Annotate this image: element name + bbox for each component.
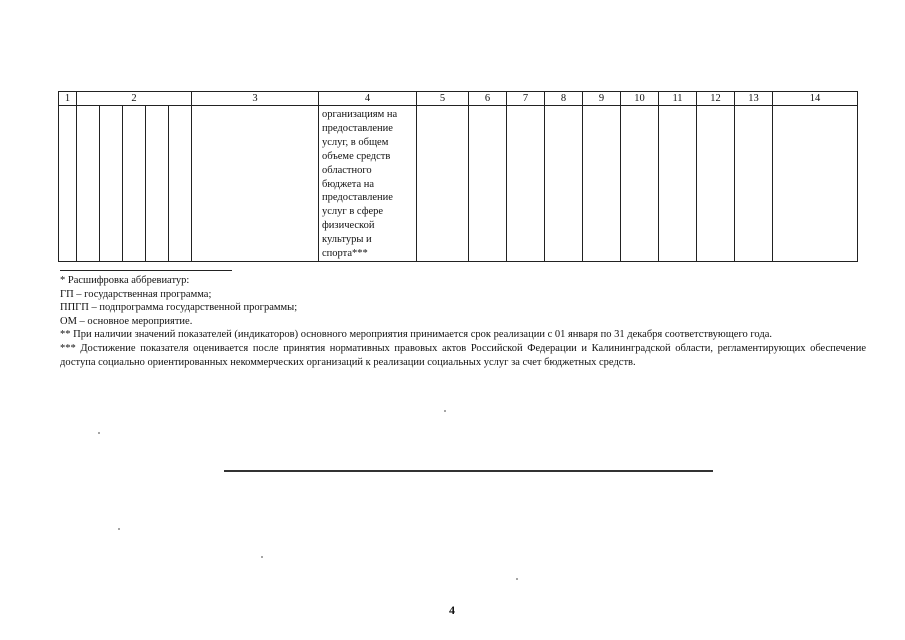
- description-line: физической: [322, 220, 375, 232]
- table-row: [59, 106, 858, 262]
- description-line: объеме средств: [322, 150, 391, 162]
- abbreviation-gp: ГП – государственная программа;: [60, 288, 212, 300]
- description-line: услуг, в общем: [322, 136, 389, 148]
- header-cell-13: 13: [735, 92, 773, 106]
- scan-speck: [118, 528, 120, 530]
- body-cell-2d: [146, 106, 169, 262]
- closing-divider-line: [224, 470, 713, 472]
- description-line: организациям на: [322, 109, 398, 120]
- body-cell-13: [735, 106, 773, 262]
- header-cell-12: 12: [697, 92, 735, 106]
- header-cell-9: 9: [583, 92, 621, 106]
- description-line: областного: [322, 164, 372, 176]
- header-cell-1: 1: [59, 92, 77, 106]
- header-cell-10: 10: [621, 92, 659, 106]
- header-cell-2: 2: [77, 92, 192, 106]
- header-cell-6: 6: [469, 92, 507, 106]
- body-cell-3: [192, 106, 319, 262]
- scan-speck: [98, 432, 100, 434]
- page-number: 4: [449, 603, 455, 617]
- description-line: спорта***: [322, 248, 368, 260]
- body-cell-2c: [123, 106, 146, 262]
- header-cell-8: 8: [545, 92, 583, 106]
- body-cell-6: [469, 106, 507, 262]
- description-line: культуры и: [322, 234, 372, 246]
- abbreviation-om: ОМ – основное мероприятие.: [60, 315, 193, 327]
- scan-speck: [516, 578, 518, 580]
- header-cell-3: 3: [192, 92, 319, 106]
- indicator-table: [58, 91, 858, 262]
- body-cell-9: [583, 106, 621, 262]
- description-line: услуг в сфере: [322, 206, 384, 218]
- body-cell-7: [507, 106, 545, 262]
- scan-speck: [261, 556, 263, 558]
- body-cell-2e: [169, 106, 192, 262]
- header-cell-11: 11: [659, 92, 697, 106]
- description-line: бюджета на: [322, 178, 375, 190]
- header-cell-7: 7: [507, 92, 545, 106]
- footnote-triple-star: *** Достижение показателя оценивается после принятия нормативных правовых актов Российской Федерации и Калининградской области, регламентирующих обеспечение доступа социально ориентированных некоммерческих организаций к реализации социальных услуг за счет бюджетных средств.: [60, 342, 866, 368]
- scan-speck: [444, 410, 446, 412]
- body-cell-10: [621, 106, 659, 262]
- abbreviations-title: * Расшифровка аббревиатур:: [60, 275, 190, 286]
- body-cell-5: [417, 106, 469, 262]
- body-cell-11: [659, 106, 697, 262]
- abbreviation-ppgp: ППГП – подпрограмма государственной программы;: [60, 302, 298, 314]
- description-line: предоставление: [322, 192, 393, 204]
- body-cell-2a: [77, 106, 100, 262]
- table-header-row: [59, 92, 858, 106]
- footnotes: [60, 270, 866, 369]
- body-cell-12: [697, 106, 735, 262]
- footnote-double-star: ** При наличии значений показателей (индикаторов) основного мероприятия принимается срок реализации с 01 января по 31 декабря соответствующего года.: [60, 329, 772, 341]
- body-cell-8: [545, 106, 583, 262]
- footnote-separator: [60, 270, 232, 271]
- body-cell-14: [773, 106, 858, 262]
- header-cell-14: 14: [773, 92, 858, 106]
- body-cell-2b: [100, 106, 123, 262]
- body-cell-1: [59, 106, 77, 262]
- description-line: предоставление: [322, 122, 393, 134]
- header-cell-5: 5: [417, 92, 469, 106]
- header-cell-4: 4: [319, 92, 417, 106]
- indicator-description-cell: [319, 106, 417, 262]
